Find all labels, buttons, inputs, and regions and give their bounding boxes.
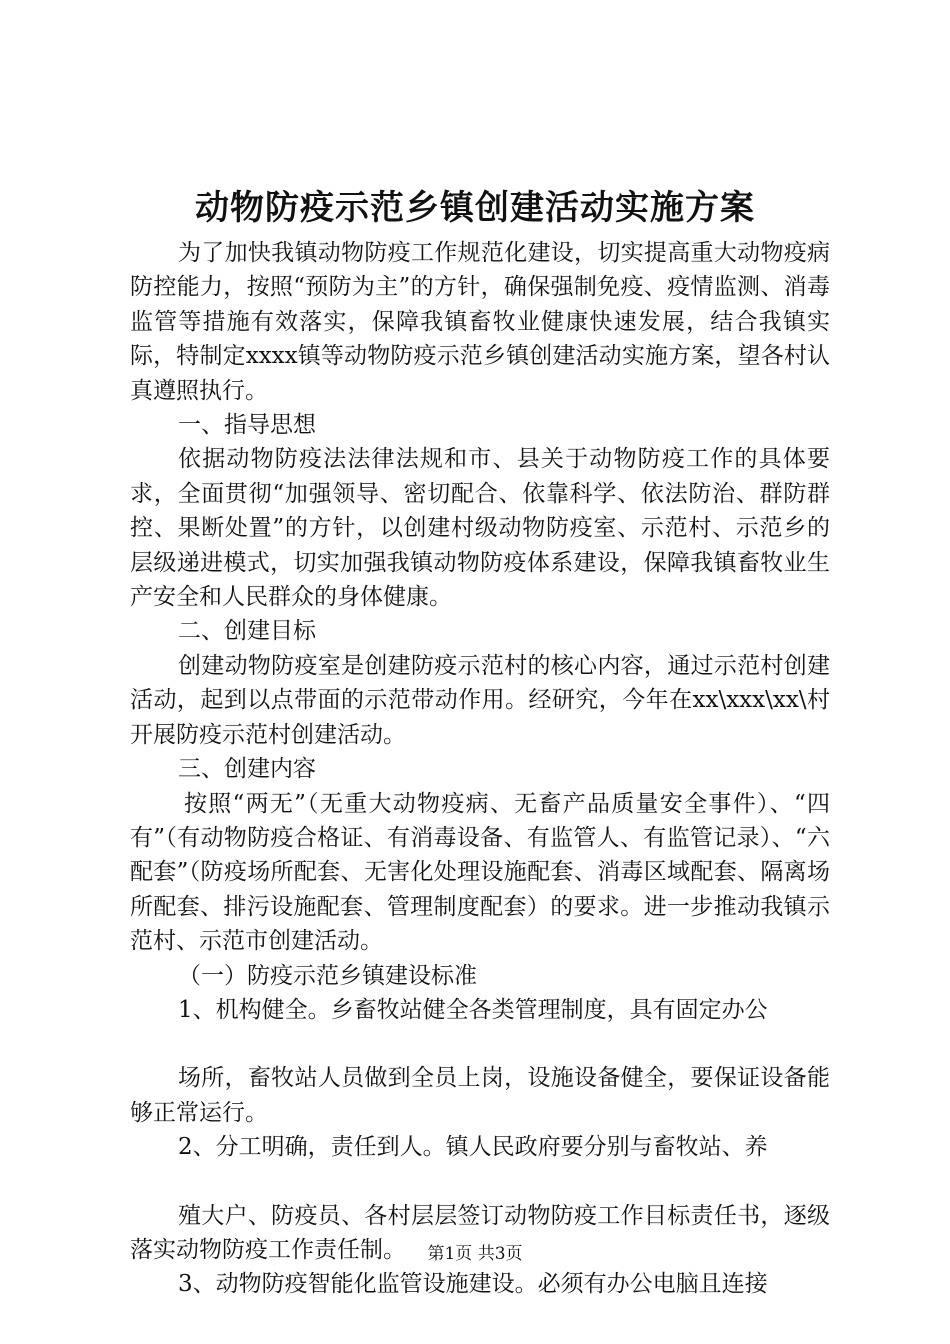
item-2-first-line: 2、分工明确，责任到人。镇人民政府要分别与畜牧站、养	[178, 1134, 768, 1161]
section-heading-goal: 二、创建目标	[178, 618, 316, 645]
line-gap	[130, 1027, 830, 1061]
page-footer: 第1页 共3页	[427, 1244, 523, 1264]
item-2-continuation: 殖大户、防疫员、各村层层签订动物防疫工作目标责任书，逐级落实动物防疫工作责任制。	[130, 1202, 830, 1263]
goal-paragraph: 创建动物防疫室是创建防疫示范村的核心内容，通过示范村创建活动，起到以点带面的示范带动作用。经研究，今年在xx\xxx\xx\村开展防疫示范村创建活动。	[130, 652, 830, 748]
item-1-continuation: 场所，畜牧站人员做到全员上岗，设施设备健全，要保证设备能够正常运行。	[130, 1065, 830, 1126]
section-heading-content: 三、创建内容	[178, 756, 316, 783]
content-paragraph: 按照“两无”（无重大动物疫病、无畜产品质量安全事件）、“四有”（有动物防疫合格证、有消毒设备、有监管人、有监管记录）、“六配套”（防疫场所配套、无害化处理设施配套、消毒区域配套、隔离场所配套、排污设施配套、管理制度配套）的要求。进一步推动我镇示范村、示范市创建活动。	[130, 790, 830, 955]
intro-paragraph: 为了加快我镇动物防疫工作规范化建设，切实提高重大动物疫病防控能力，按照“预防为主”的方针，确保强制免疫、疫情监测、消毒监管等措施有效落实，保障我镇畜牧业健康快速发展，结合我镇实际，特制定xxxx镇等动物防疫示范乡镇创建活动实施方案，望各村认真遵照执行。	[130, 240, 830, 404]
subsection-heading-standards: （一）防疫示范乡镇建设标准	[178, 962, 477, 989]
page-title: 动物防疫示范乡镇创建活动实施方案	[195, 188, 755, 228]
line-gap	[130, 1165, 830, 1199]
guiding-thought-paragraph: 依据动物防疫法法律法规和市、县关于动物防疫工作的具体要求，全面贯彻“加强领导、密切配合、依靠科学、依法防治、群防群控、果断处置”的方针，以创建村级动物防疫室、示范村、示范乡的层级递进模式，切实加强我镇动物防疫体系建设，保障我镇畜牧业生产安全和人民群众的身体健康。	[130, 446, 830, 611]
item-1-first-line: 1、机构健全。乡畜牧站健全各类管理制度，具有固定办公	[178, 996, 768, 1023]
section-heading-guiding-thought: 一、指导思想	[178, 412, 316, 439]
document-body	[130, 236, 830, 1302]
item-3-first-line: 3、动物防疫智能化监管设施建设。必须有办公电脑且连接	[178, 1271, 768, 1298]
